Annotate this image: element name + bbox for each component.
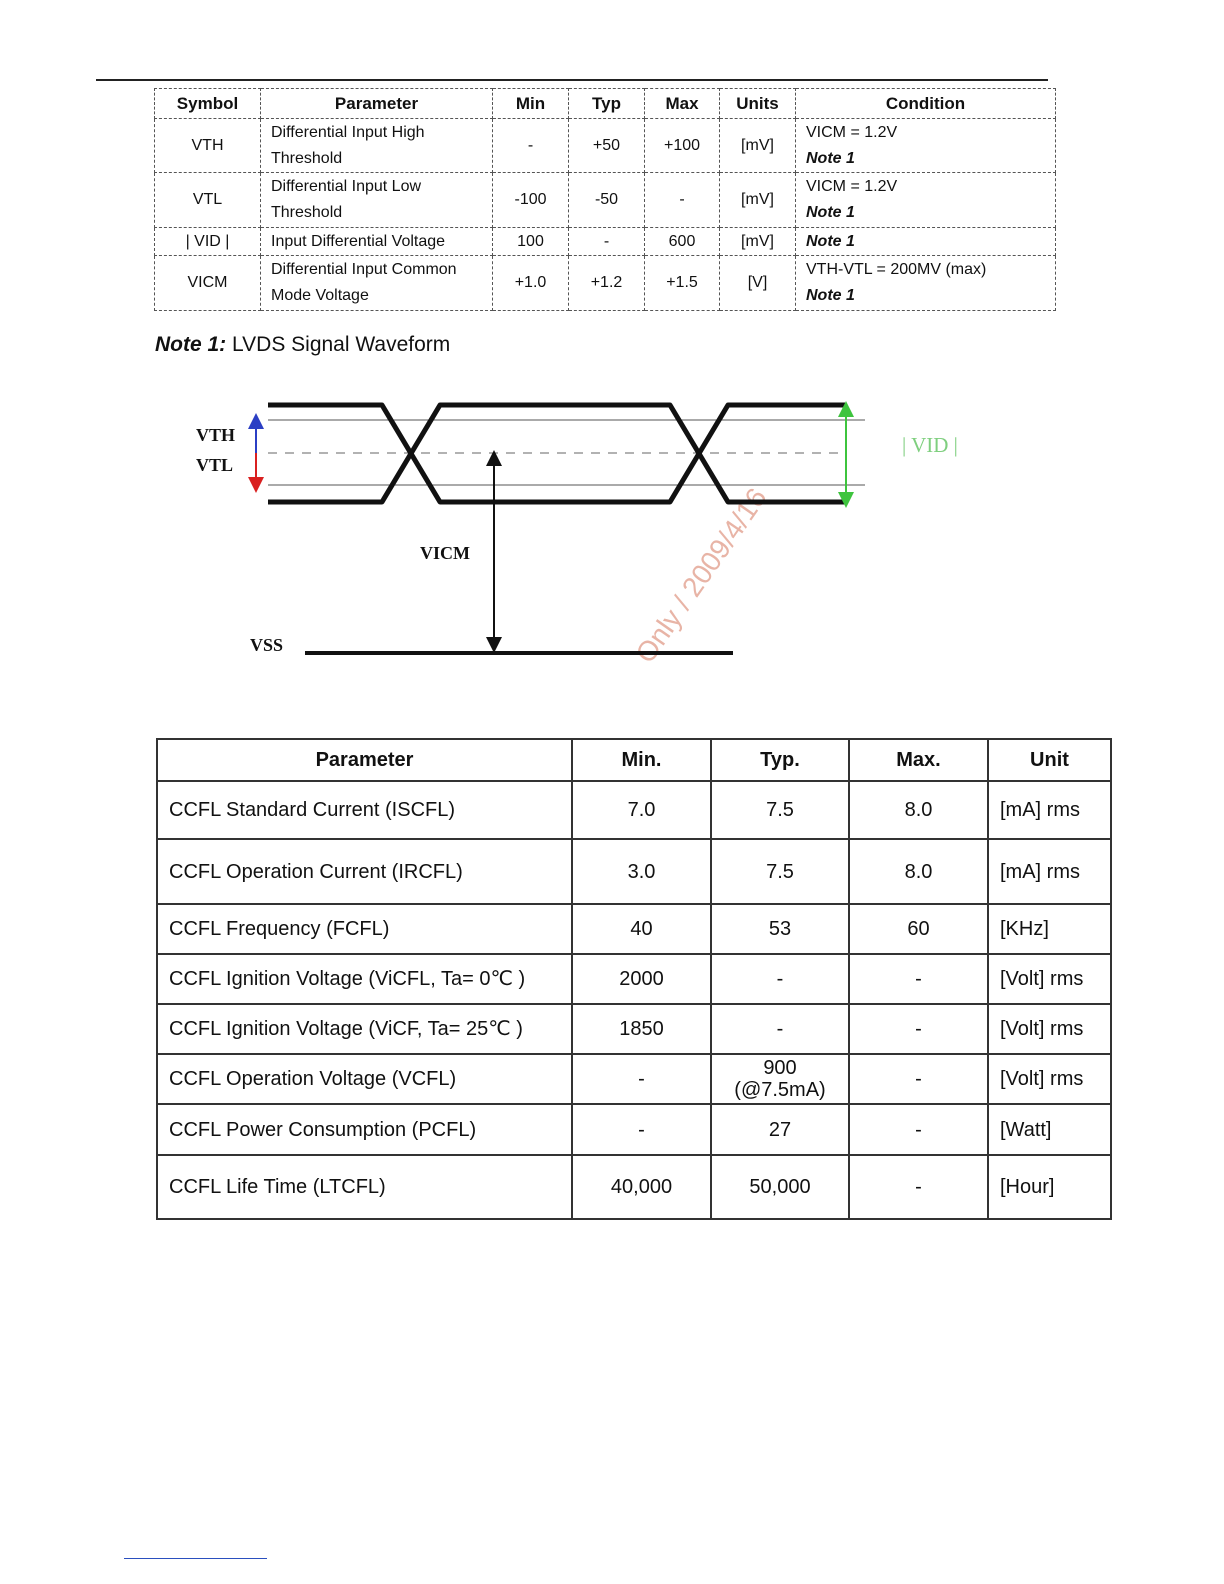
table-row	[157, 904, 1111, 954]
col-header-min: Min	[493, 89, 569, 119]
table-row	[157, 1104, 1111, 1155]
table-row	[155, 173, 1056, 228]
min-cell: 7.0	[572, 781, 711, 839]
condition-cell	[796, 173, 1056, 228]
max-cell: -	[849, 1155, 988, 1219]
condition-cell	[796, 228, 1056, 256]
col-header-unit: Unit	[988, 739, 1111, 781]
col-header-max: Max	[645, 89, 720, 119]
parameter-cell: CCFL Power Consumption (PCFL)	[157, 1104, 572, 1155]
condition-cell	[796, 256, 1056, 311]
vid-label: | VID |	[902, 433, 958, 457]
lvds-input-table	[154, 88, 1056, 311]
parameter-cell	[261, 228, 493, 256]
typ-cell: 53	[711, 904, 849, 954]
typ-cell: -	[711, 954, 849, 1004]
note-caption-text: LVDS Signal Waveform	[226, 333, 451, 356]
typ-line: (@7.5mA)	[734, 1079, 826, 1101]
note-ref: Note 1	[806, 149, 855, 167]
col-header-min: Min.	[572, 739, 711, 781]
min-cell: -	[493, 119, 569, 173]
typ-cell: 50,000	[711, 1155, 849, 1219]
parameter-cell	[261, 119, 493, 173]
parameter-cell: CCFL Operation Current (IRCFL)	[157, 839, 572, 904]
footer-divider	[124, 1558, 267, 1559]
note-ref: Note 1	[806, 287, 855, 304]
table-row	[157, 781, 1111, 839]
max-cell: 8.0	[849, 781, 988, 839]
units-cell: [mV]	[720, 119, 796, 173]
typ-line: 900	[763, 1057, 797, 1079]
ccfl-header-row	[157, 739, 1111, 781]
parameter-cell: CCFL Frequency (FCFL)	[157, 904, 572, 954]
table-row	[157, 954, 1111, 1004]
min-cell: 40,000	[572, 1155, 711, 1219]
typ-cell	[711, 1054, 849, 1104]
col-header-units: Units	[720, 89, 796, 119]
col-header-parameter: Parameter	[261, 89, 493, 119]
unit-cell: [Volt] rms	[988, 1004, 1111, 1054]
condition-text: VICM = 1.2V	[806, 178, 898, 195]
min-cell: 40	[572, 904, 711, 954]
table-row	[157, 839, 1111, 904]
typ-cell: -50	[569, 173, 645, 228]
table-row	[157, 1004, 1111, 1054]
col-header-symbol: Symbol	[155, 89, 261, 119]
min-cell: +1.0	[493, 256, 569, 311]
parameter-line: Differential Input Common	[271, 261, 457, 278]
max-cell: 600	[645, 228, 720, 256]
parameter-line: Differential Input High	[271, 123, 425, 141]
unit-cell: [Hour]	[988, 1155, 1111, 1219]
parameter-line: Threshold	[271, 149, 343, 167]
min-cell: 3.0	[572, 839, 711, 904]
col-header-max: Max.	[849, 739, 988, 781]
max-cell: -	[849, 1104, 988, 1155]
min-cell: 1850	[572, 1004, 711, 1054]
lvds-waveform-diagram	[150, 385, 990, 675]
symbol-cell: VICM	[155, 256, 261, 311]
parameter-line: Threshold	[271, 204, 343, 221]
ccfl-parameter-table	[156, 738, 1112, 1220]
note-caption	[155, 333, 450, 357]
note-ref: Note 1	[806, 232, 855, 250]
symbol-cell: VTL	[155, 173, 261, 228]
parameter-cell	[261, 256, 493, 311]
condition-text: VTH-VTL = 200MV (max)	[806, 261, 987, 278]
max-cell: -	[645, 173, 720, 228]
max-cell: -	[849, 954, 988, 1004]
table-row	[157, 1054, 1111, 1104]
unit-cell: [Watt]	[988, 1104, 1111, 1155]
unit-cell: [mA] rms	[988, 839, 1111, 904]
parameter-cell: CCFL Ignition Voltage (ViCFL, Ta= 0℃ )	[157, 954, 572, 1004]
parameter-line: Mode Voltage	[271, 287, 369, 304]
units-cell: [mV]	[720, 228, 796, 256]
top-divider	[96, 79, 1048, 81]
max-cell: +100	[645, 119, 720, 173]
unit-cell: [mA] rms	[988, 781, 1111, 839]
note-caption-label: Note 1:	[155, 333, 227, 356]
unit-cell: [Volt] rms	[988, 1054, 1111, 1104]
table-row	[155, 256, 1056, 311]
vicm-label: VICM	[420, 543, 470, 563]
max-cell: 60	[849, 904, 988, 954]
min-cell: 2000	[572, 954, 711, 1004]
parameter-line: Input Differential Voltage	[271, 232, 446, 250]
symbol-cell: VTH	[155, 119, 261, 173]
watermark: Only / 2009/4/16	[629, 482, 773, 669]
table-row	[155, 119, 1056, 173]
min-cell: -	[572, 1104, 711, 1155]
typ-cell: +50	[569, 119, 645, 173]
typ-cell: 7.5	[711, 839, 849, 904]
typ-cell: -	[711, 1004, 849, 1054]
unit-cell: [Volt] rms	[988, 954, 1111, 1004]
min-cell: -	[572, 1054, 711, 1104]
vth-label: VTH	[196, 425, 236, 445]
note-ref: Note 1	[806, 204, 855, 221]
col-header-typ: Typ	[569, 89, 645, 119]
min-cell: 100	[493, 228, 569, 256]
unit-cell: [KHz]	[988, 904, 1111, 954]
col-header-condition: Condition	[796, 89, 1056, 119]
typ-cell: -	[569, 228, 645, 256]
max-cell: +1.5	[645, 256, 720, 311]
parameter-cell: CCFL Ignition Voltage (ViCF, Ta= 25℃ )	[157, 1004, 572, 1054]
parameter-cell: CCFL Standard Current (ISCFL)	[157, 781, 572, 839]
typ-cell: 27	[711, 1104, 849, 1155]
condition-cell	[796, 119, 1056, 173]
typ-cell: 7.5	[711, 781, 849, 839]
table-row	[155, 228, 1056, 256]
parameter-line: Differential Input Low	[271, 178, 422, 195]
vtl-label: VTL	[196, 455, 234, 475]
symbol-cell: | VID |	[155, 228, 261, 256]
max-cell: -	[849, 1054, 988, 1104]
parameter-cell: CCFL Life Time (LTCFL)	[157, 1155, 572, 1219]
typ-cell: +1.2	[569, 256, 645, 311]
lvds-header-row	[155, 89, 1056, 119]
condition-text: VICM = 1.2V	[806, 123, 898, 141]
min-cell: -100	[493, 173, 569, 228]
col-header-parameter: Parameter	[157, 739, 572, 781]
units-cell: [mV]	[720, 173, 796, 228]
parameter-cell	[261, 173, 493, 228]
max-cell: -	[849, 1004, 988, 1054]
table-row	[157, 1155, 1111, 1219]
max-cell: 8.0	[849, 839, 988, 904]
units-cell: [V]	[720, 256, 796, 311]
parameter-cell: CCFL Operation Voltage (VCFL)	[157, 1054, 572, 1104]
col-header-typ: Typ.	[711, 739, 849, 781]
vss-label: VSS	[250, 635, 284, 655]
